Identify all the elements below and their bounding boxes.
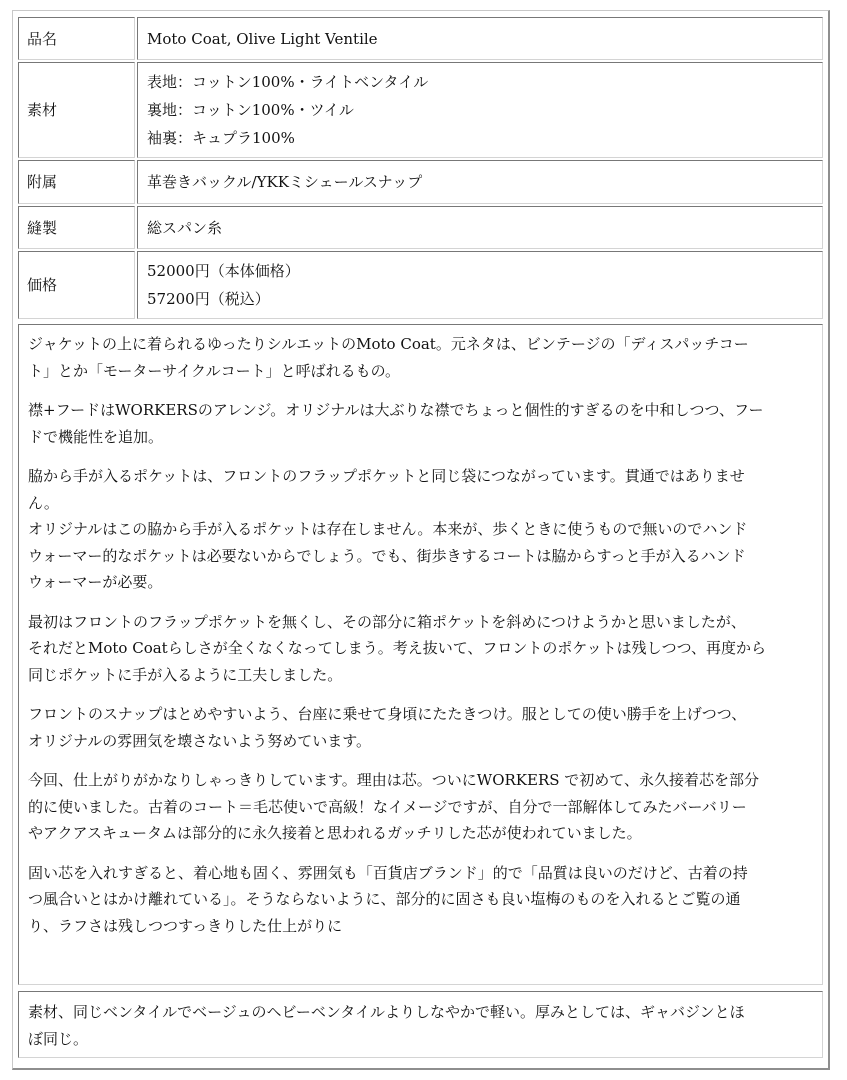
description-paragraph bbox=[28, 609, 814, 689]
description-paragraph bbox=[28, 397, 814, 450]
description-line: 最初はフロントのフラップポケットを無くし、その部分に箱ポケットを斜めにつけようかと思いましたが、 bbox=[28, 612, 746, 631]
spec-value-line: 袖裏：キュプラ100% bbox=[147, 129, 295, 147]
spec-value-material bbox=[137, 62, 823, 158]
description-line: 固い芯を入れすぎると、着心地も固く、雰囲気も「百貨店ブランド」的で「品質は良いのだけど、古着の持 bbox=[28, 863, 748, 882]
spec-value-line: 総スパン糸 bbox=[147, 218, 223, 237]
description-line: り、ラフさは残しつつすっきりした仕上がりに bbox=[28, 916, 343, 935]
description-line: 襟+フードはWORKERSのアレンジ。オリジナルは大ぶりな襟でちょっと個性的すぎるのを中和しつつ、フー bbox=[28, 401, 764, 419]
description-line: ん。 bbox=[28, 493, 59, 512]
spec-label-text: 縫製 bbox=[27, 218, 58, 237]
spec-label-text: 素材 bbox=[27, 101, 58, 119]
spec-value-line: 革巻きバックル/YKKミシェールスナップ bbox=[147, 173, 423, 191]
spec-label-text: 価格 bbox=[27, 276, 58, 294]
spec-value-line: 裏地：コットン100%・ツイル bbox=[147, 101, 354, 119]
description-line: オリジナルの雰囲気を壊さないよう努めています。 bbox=[28, 731, 372, 750]
footer-note-block bbox=[18, 991, 823, 1058]
description-line: 的に使いました。古着のコート＝毛芯使いで高級！なイメージですが、自分で一部解体してみたバーバリー bbox=[28, 797, 747, 816]
description-line: オリジナルはこの脇から手が入るポケットは存在しません。本来が、歩くときに使うもので無いのでハンド bbox=[28, 520, 748, 538]
spec-value-line: 表地：コットン100%・ライトベンタイル bbox=[147, 73, 429, 91]
spec-value-sewing bbox=[137, 206, 823, 249]
footer-note-line: ぼ同じ。 bbox=[28, 1029, 89, 1048]
description-paragraph bbox=[28, 860, 814, 940]
spec-label-sewing bbox=[18, 206, 135, 249]
description-block bbox=[18, 324, 823, 985]
spec-label-accessories bbox=[18, 160, 135, 204]
spec-value-line: 52000円（本体価格） bbox=[147, 262, 300, 280]
description-line: ウォーマーが必要。 bbox=[28, 573, 163, 591]
spec-label-text: 品名 bbox=[27, 29, 58, 48]
spec-label-text: 附属 bbox=[27, 173, 58, 191]
description-line: やアクアスキュータムは部分的に永久接着と思われるガッチリした芯が使われていました。 bbox=[28, 824, 642, 842]
description-line: つ風合いとはかけ離れている」。そうならないように、部分的に固さも良い塩梅のものを入れるとご覧の通 bbox=[28, 890, 741, 908]
spec-label-material bbox=[18, 62, 135, 158]
spec-value-price bbox=[137, 251, 823, 319]
spec-label-name bbox=[18, 17, 135, 60]
description-line: 脇から手が入るポケットは、フロントのフラップポケットと同じ袋につながっています。貫通ではありませ bbox=[28, 467, 745, 485]
description-line: 今回、仕上がりがかなりしゃっきりしています。理由は芯。ついにWORKERS で初めて、永久接着芯を部分 bbox=[28, 771, 760, 789]
description-line: ト」とか「モーターサイクルコート」と呼ばれるもの。 bbox=[28, 361, 401, 380]
description-line: 同じポケットに手が入るように工夫しました。 bbox=[28, 665, 343, 684]
spec-label-price bbox=[18, 251, 135, 319]
spec-value-line: Moto Coat, Olive Light Ventile bbox=[147, 29, 378, 48]
description-paragraph bbox=[28, 331, 814, 384]
description-line: フロントのスナップはとめやすいよう、台座に乗せて身頃にたたきつけ。服としての使い勝手を上げつつ、 bbox=[28, 705, 747, 723]
spec-value-accessories bbox=[137, 160, 823, 204]
description-line: ウォーマー的なポケットは必要ないからでしょう。でも、街歩きするコートは脇からすっと手が入るハンド bbox=[28, 546, 746, 565]
spec-value-name bbox=[137, 17, 823, 60]
description-paragraph bbox=[28, 767, 814, 847]
description-line: ドで機能性を追加。 bbox=[28, 427, 164, 446]
footer-note-line: 素材、同じベンタイルでベージュのヘビーベンタイルよりしなやかで軽い。厚みとしては、ギャバジンとほ bbox=[28, 1003, 745, 1021]
spec-value-line: 57200円（税込） bbox=[147, 290, 270, 308]
description-paragraph bbox=[28, 463, 814, 596]
description-line: ジャケットの上に着られるゆったりシルエットのMoto Coat。元ネタは、ビンテージの「ディスパッチコー bbox=[28, 335, 749, 353]
description-paragraph bbox=[28, 701, 814, 754]
description-line: それだとMoto Coatらしさが全くなくなってしまう。考え抜いて、フロントのポケットは残しつつ、再度から bbox=[28, 639, 767, 657]
